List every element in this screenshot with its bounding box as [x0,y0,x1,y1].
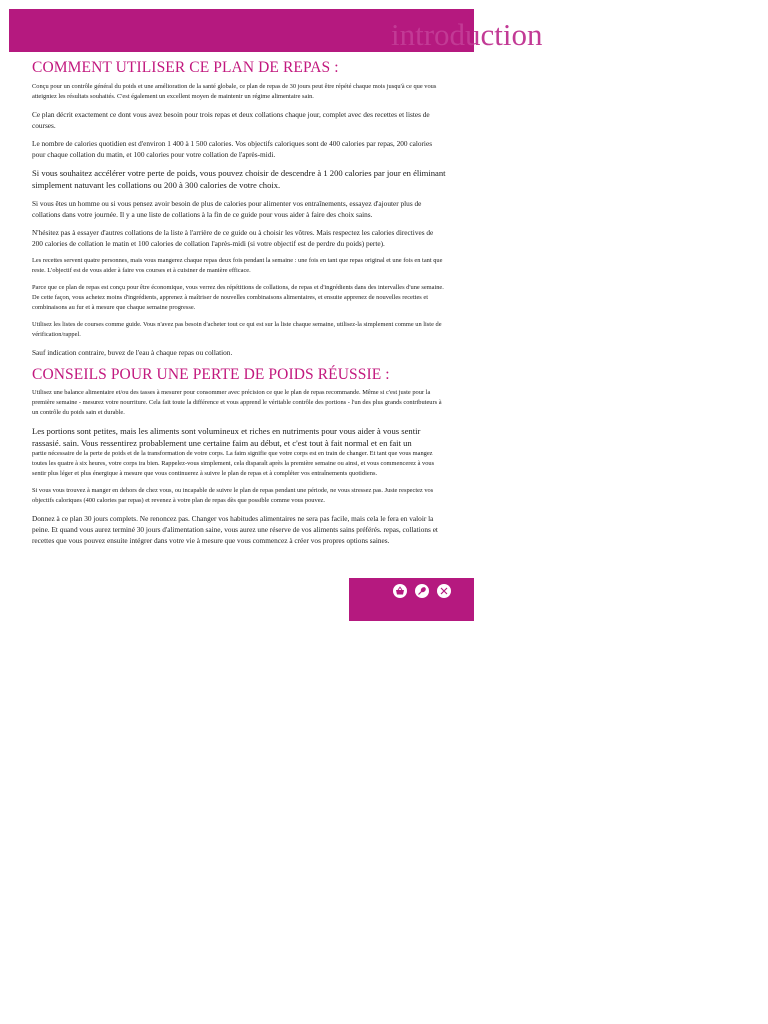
section-heading-usage: COMMENT UTILISER CE PLAN DE REPAS : [32,59,339,76]
paragraph: Le nombre de calories quotidien est d'environ 1 400 à 1 500 calories. Vos objectifs caloriques sont de 400 calories par repas, 200 calories pour chaque collation du matin, et 100 calories pour votre collation de l'après-midi. [32,139,433,159]
paragraph: Donnez à ce plan 30 jours complets. Ne renoncez pas. Changer vos habitudes alimentaires ne sera pas facile, mais cela le fera en valoir la peine. Et quand vous aurez terminé 30 jours d'alimentation saine, vous aurez une réserve de vos aliments sains préférés. repas, collations et recettes que vous pouvez ensuite intégrer dans votre vie à mesure que vous commencez à créer vos propres options saines. [32,514,438,545]
whisk-icon [415,584,429,598]
paragraph: Sauf indication contraire, buvez de l'eau à chaque repas ou collation. [32,348,233,357]
paragraph: Ce plan décrit exactement ce dont vous avez besoin pour trois repas et deux collations chaque jour, complet avec des recettes et listes de courses. [32,110,430,130]
paragraph: N'hésitez pas à essayer d'autres collations de la liste à l'arrière de ce guide ou à choisir les vôtres. Mais respectez les calories directives de 200 calories de collation le matin et 100 calories de collation l'après-midi (si votre objectif est de perdre du poids) perte). [32,228,434,248]
utensils-icon [437,584,451,598]
paragraph: Utilisez une balance alimentaire et/ou des tasses à mesurer pour consommer avec précision ce que le plan de repas recommande. Même si c'est juste pour la première semaine - mesurez votre nourriture. Cela fait toute la différence et vous apprend le véritable contrôle des portions - l'un des plus grands contributeurs à un contrôle du poids sain et durable. [32,389,442,416]
paragraph: Si vous êtes un homme ou si vous pensez avoir besoin de plus de calories pour alimenter vos entraînements, essayez d'ajouter plus de collations dans votre journée. Il y a une liste de collations à la fin de ce guide pour vous aider à faire des choix sains. [32,199,422,219]
paragraph: Conçu pour un contrôle général du poids et une amélioration de la santé globale, ce plan de repas de 30 jours peut être répété chaque mois jusqu'à ce que vous atteigniez les résultats souhaités. C'est également un excellent moyen de maintenir un régime alimentaire sain. [32,83,437,100]
footer-icons [393,584,451,598]
paragraph: Utilisez les listes de courses comme guide. Vous n'avez pas besoin d'acheter tout ce qui est sur la liste chaque semaine, utilisez-la simplement comme un liste de vérification/rappel. [32,321,442,338]
paragraph: Parce que ce plan de repas est conçu pour être économique, vous verrez des répétitions de collations, de repas et d'ingrédients dans des intervalles d'une semaine. De cette façon, vous achetez moins d'ingrédients, apprenez à maîtriser de nouvelles combinaisons alimentaires, et ensuite apprenez de nouvelles recettes et combinaisons au fur et à mesure que chaque semaine progresse. [32,284,444,311]
section-heading-tips: CONSEILS POUR UNE PERTE DE POIDS RÉUSSIE : [32,366,390,383]
main-content [32,58,446,553]
page-title: introduction [391,17,543,52]
paragraph: Les portions sont petites, mais les aliments sont volumineux et riches en nutriments pour vous aider à vous sentir rassasié. sain. Vous ressentirez probablement une certaine faim au début, et c'est tout à fait normal et en fait un [32,426,421,448]
basket-icon [393,584,407,598]
paragraph: partie nécessaire de la perte de poids et de la transformation de votre corps. La faim signifie que votre corps est en train de changer. Et tant que vous mangez toutes les quatre à six heures, votre corps ira bien. Rappelez-vous simplement, cela disparaît après la première semaine ou ainsi, et vous commencerez à vous sentir plus léger et plus énergique à mesure que vous continuerez à suivre le plan de repas et à compléter vos entraînements quotidiens. [32,450,435,477]
paragraph: Si vous vous trouvez à manger en dehors de chez vous, ou incapable de suivre le plan de repas pendant une période, ne vous stressez pas. Juste respectez vos objectifs caloriques (400 calories par repas) et revenez à votre plan de repas dès que possible comme vous pouvez. [32,487,434,504]
paragraph: Les recettes servent quatre personnes, mais vous mangerez chaque repas deux fois pendant la semaine : une fois en tant que repas original et une fois en tant que reste. L'objectif est de vous aider à faire vos courses et à cuisiner de manière efficace. [32,257,443,274]
paragraph: Si vous souhaitez accélérer votre perte de poids, vous pouvez choisir de descendre à 1 200 calories par jour en éliminant simplement natuvant les collations ou 200 à 300 calories de votre choix. [32,168,446,190]
